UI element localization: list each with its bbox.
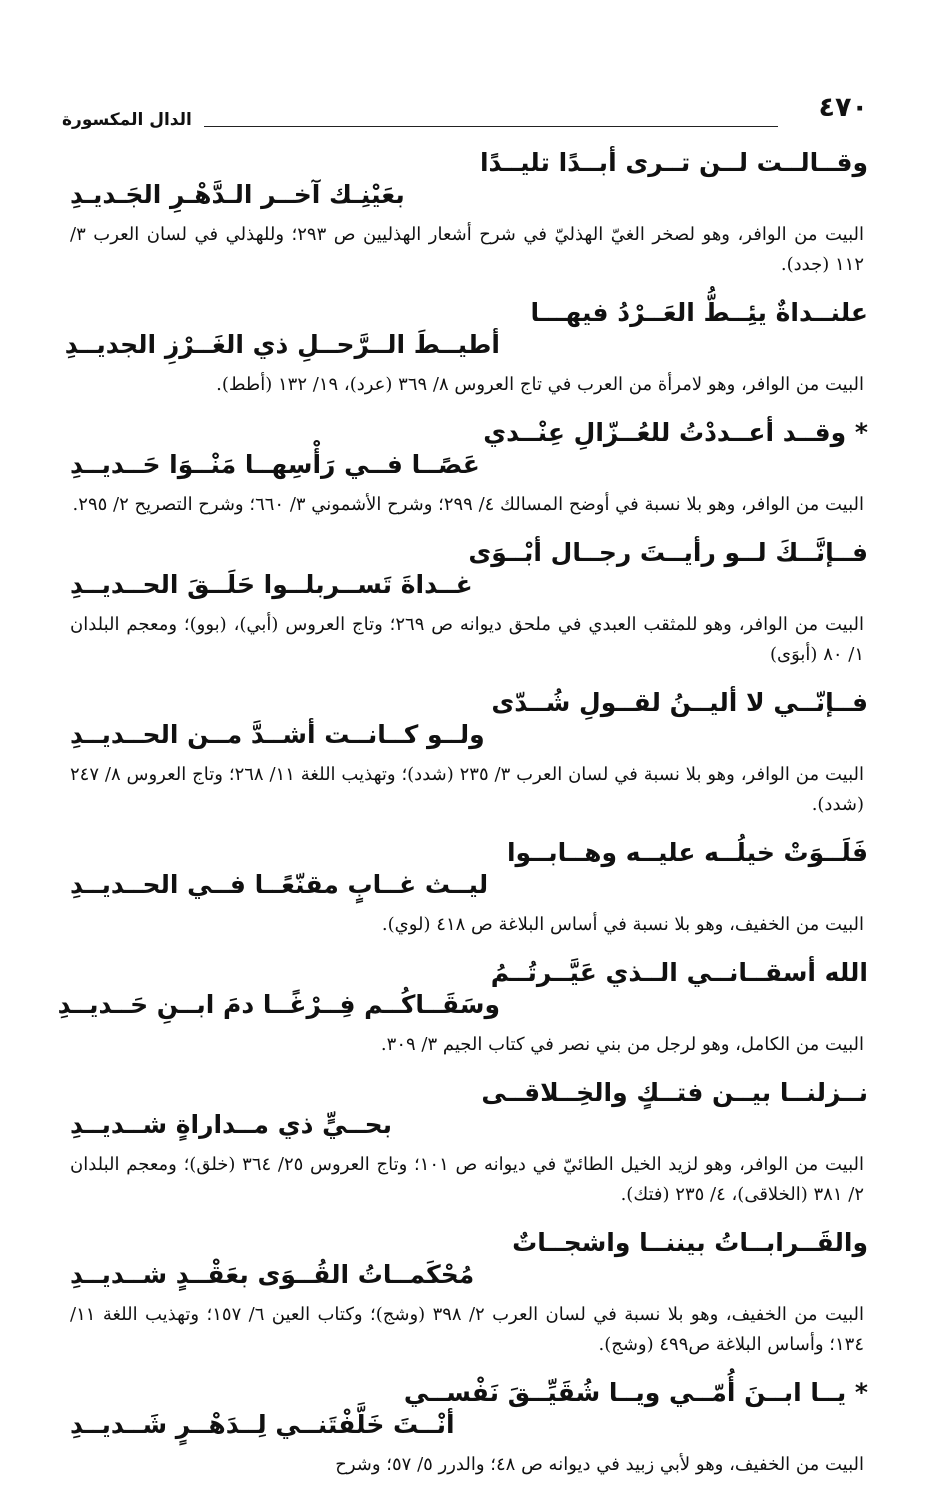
commentary: البيت من الوافر، وهو بلا نسبة في لسان العرب ٣/ ٢٣٥ (شدد)؛ وتهذيب اللغة ١١/ ٢٦٨؛ وتاج العروس ٨/ ٢٤٧ (شدد). [70,764,864,815]
commentary: البيت من الوافر، وهو لزيد الخيل الطائيّ في ديوانه ص ١٠١؛ وتاج العروس ٢٥/ ٣٦٤ (خلق)؛ ومعجم البلدان ٢/ ٣٨١ (الخلاقى)، ٤/ ٢٣٥ (فتك). [70,1154,864,1205]
second-hemistich: أطيــطَ الــرَّحــلِ ذي الغَــرْزِ الجديــدِ [64,330,500,359]
entry [64,290,868,400]
verse [70,140,868,220]
entry [70,530,868,670]
commentary: البيت من الخفيف، وهو بلا نسبة في أساس البلاغة ص ٤١٨ (لوي). [381,914,864,935]
verse [70,1370,868,1450]
page-header [62,92,876,132]
verse [70,530,868,610]
page-number: ٤٧٠ [818,92,868,123]
commentary: البيت من الوافر، وهو لامرأة من العرب في تاج العروس ٨/ ٣٦٩ (عرد)، ١٩/ ١٣٢ (أطط). [216,374,864,395]
first-hemistich: فــإنَّــكَ لــو رأيــتَ رجــال أبْــوَى [468,538,868,567]
first-hemistich: وقــالــت لــن تــرى أبــدًا تليــدًا [479,148,868,177]
entry [70,830,868,940]
commentary: البيت من الوافر، وهو بلا نسبة في أوضح المسالك ٤/ ٢٩٩؛ وشرح الأشموني ٣/ ٦٦٠؛ وشرح التصريح ٢/ ٢٩٥. [72,494,864,515]
first-hemistich: نــزلنــا بيــن فتــكٍ والخِــلاقــى [481,1078,868,1107]
second-hemistich: بعَيْنِـك آخــر الـدَّهْـرِ الجَـديـدِ [70,180,405,209]
entry [70,410,868,520]
entry [70,1220,868,1360]
entry [70,680,868,820]
commentary: البيت من الوافر، وهو لصخر الغيّ الهذليّ في شرح أشعار الهذليين ص ٢٩٣؛ وللهذلي في لسان العرب ٣/ ١١٢ (جدد). [70,224,864,275]
verse [70,410,868,490]
second-hemistich: غــداةَ تَســربلــوا حَلَــقَ الحــديــدِ [70,570,473,599]
first-hemistich: * وقــد أعــددْتُ للعُــزّالِ عِنْــدي [483,418,868,447]
running-title: الدال المكسورة [62,110,192,130]
first-hemistich: علنــداةٌ يئِــطُّ العَــرْدُ فيهـــا [530,298,868,327]
verse [57,950,868,1030]
commentary: البيت من الكامل، وهو لرجل من بني نصر في كتاب الجيم ٣/ ٣٠٩. [380,1034,864,1055]
commentary: البيت من الوافر، وهو للمثقب العبدي في ملحق ديوانه ص ٢٦٩؛ وتاج العروس (أبي)، (بوو)؛ ومعجم البلدان ١/ ٨٠ (أبوَى) [70,614,865,665]
verse [64,290,868,370]
verse [70,680,868,760]
header-rule [204,126,778,127]
entry [70,140,868,280]
first-hemistich: والقَــرابــاتُ بيننــا واشجــاتٌ [512,1228,868,1257]
entries-list [57,140,868,1490]
entry [70,1070,868,1210]
commentary: البيت من الخفيف، وهو لأبي زبيد في ديوانه ص ٤٨؛ والدرر ٥/ ٥٧؛ وشرح [335,1454,864,1475]
second-hemistich: ولــو كــانــت أشــدَّ مــن الحــديــدِ [70,720,485,749]
verse [70,830,868,910]
second-hemistich: بحــيٍّ ذي مــداراةٍ شــديــدِ [70,1110,392,1139]
second-hemistich: أنْــتَ خَلَّفْتَنــي لِــدَهْــرٍ شَــديــدِ [70,1410,455,1439]
commentary: البيت من الخفيف، وهو بلا نسبة في لسان العرب ٢/ ٣٩٨ (وشج)؛ وكتاب العين ٦/ ١٥٧؛ وتهذيب اللغة ١١/ ١٣٤؛ وأساس البلاغة ص٤٩٩ (وشج). [70,1304,864,1355]
first-hemistich: * يــا ابــنَ أُمّــي ويــا شُقَيِّــقَ نَفْســي [403,1378,868,1407]
verse [70,1220,868,1300]
verse [70,1070,868,1150]
second-hemistich: وسَقَــاكُــم فِــرْغًــا دمَ ابــنِ حَــديــدِ [57,990,500,1019]
first-hemistich: فَلَــوَتْ خيلُــه عليــه وهــابــوا [506,838,868,867]
second-hemistich: عَصًــا فــي رَأْسِهــا مَنْــوَا حَــديــدِ [70,450,480,479]
second-hemistich: مُحْكَمــاتُ القُــوَى بعَقْــدٍ شــديــدِ [70,1260,475,1289]
second-hemistich: ليــث غــابٍ مقنّعًــا فــي الحــديــدِ [70,870,489,899]
entry [57,950,868,1060]
first-hemistich: الله أسقــانــي الــذي عَيَّــرتُــمُ [490,958,868,987]
entry [70,1370,868,1480]
first-hemistich: فــإنّــي لا أليــنُ لقــولِ شُــدّى [491,688,868,717]
